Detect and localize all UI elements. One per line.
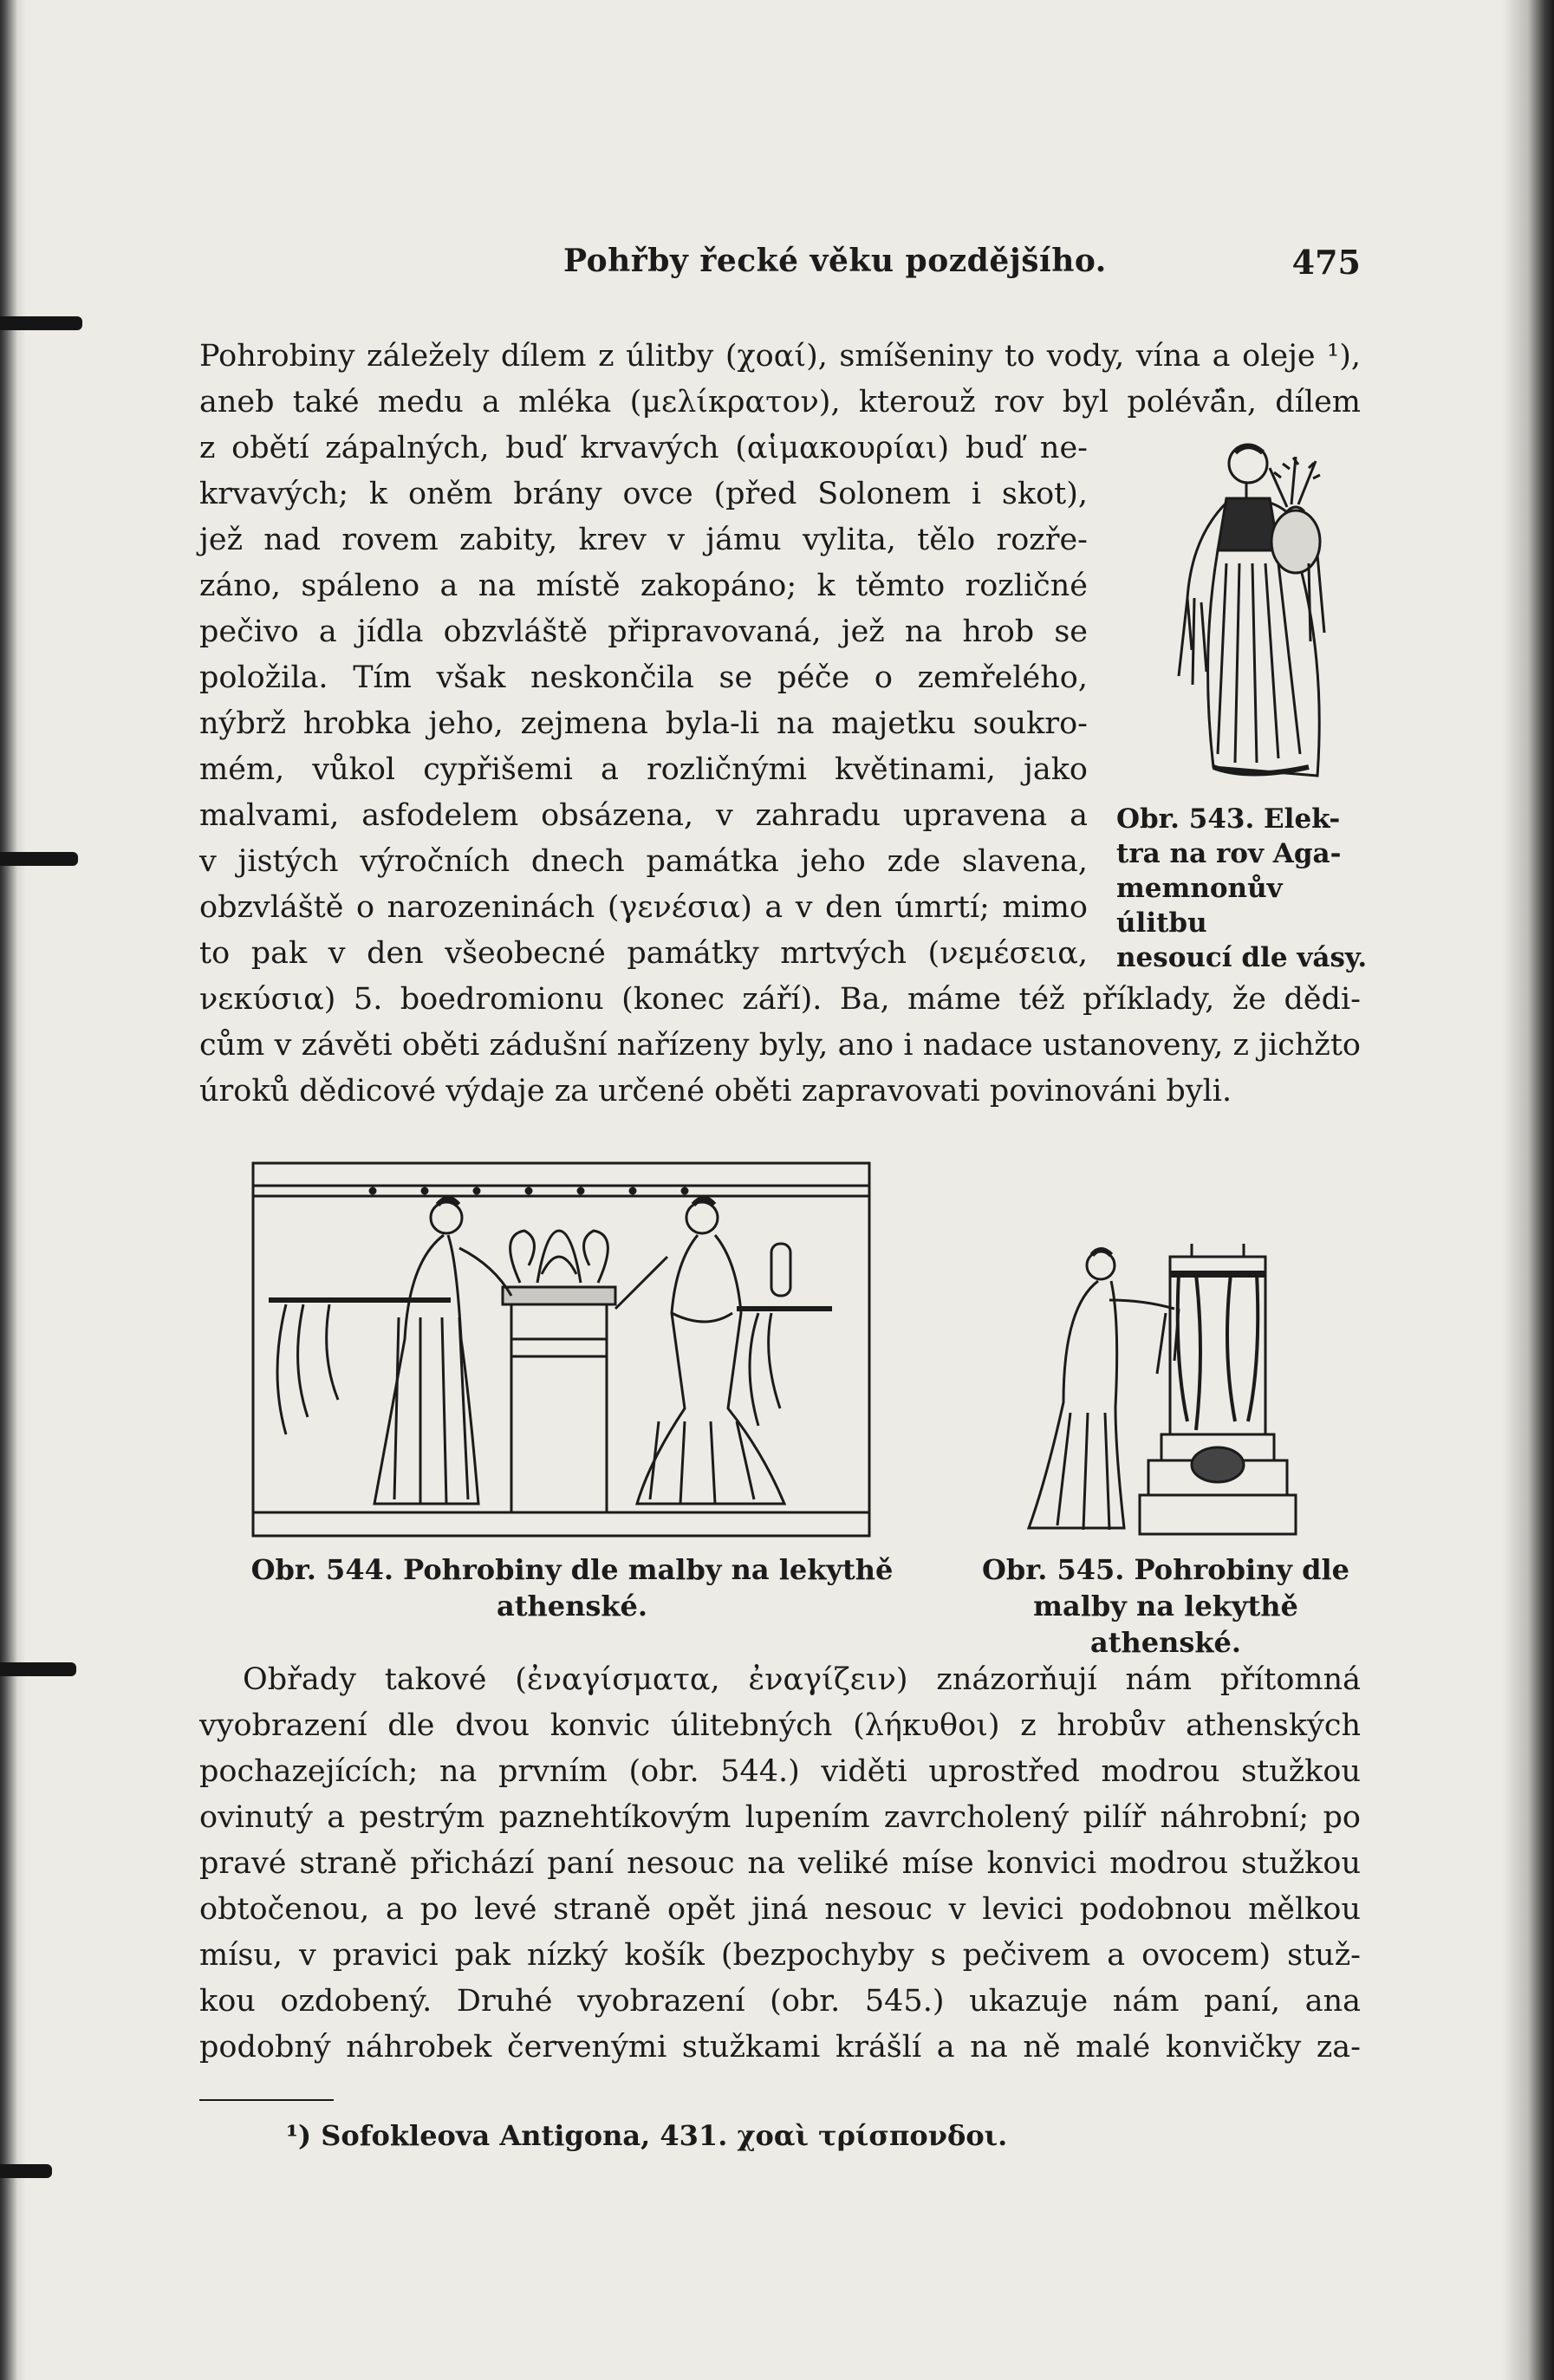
footnote-marker: ¹) <box>286 2119 312 2152</box>
page-number: 475 <box>1291 243 1361 282</box>
text-line: mísu, v pravici pak nízký košík (bezpochyby s pečivem a ovocem) stuž- <box>199 1938 1361 1973</box>
caption-line: tra na rov Aga- <box>1116 838 1342 869</box>
edge-mark <box>0 1662 76 1676</box>
caption-line: Obr. 544. Pohrobiny dle malby na lekythě <box>250 1553 894 1586</box>
text-line: obtočenou, a po levé straně opět jiná nesouc v levici podobnou mělkou <box>199 1892 1361 1927</box>
figure-543-illustration <box>1144 433 1352 797</box>
running-title: Pohřby řecké věku pozdějšího. <box>563 243 1107 279</box>
figure-545-illustration <box>1018 1239 1304 1538</box>
text-line: v jistých výročních dnech památka jeho zde slavena, <box>199 844 1088 879</box>
figure-545-caption <box>971 1551 1361 1661</box>
footnote-text: Sofokleova Antigona, 431. χοαὶ τρίσπονδοι. <box>321 2119 1008 2152</box>
text-line: malvami, asfodelem obsázena, v zahradu upravena a <box>199 798 1088 833</box>
text-line: pochazejících; na prvním (obr. 544.) viděti uprostřed modrou stužkou <box>199 1754 1361 1789</box>
text-line: mém, vůkol cypřišemi a rozličnými květinami, jako <box>199 752 1088 787</box>
text-line: krvavých; k oněm brány ovce (před Solonem i skot), <box>199 477 1088 511</box>
figure-543-caption <box>1116 802 1368 975</box>
text-line: to pak v den všeobecné památky mrtvých (νεμέσεια, <box>199 936 1088 971</box>
text-line: pravé straně přichází paní nesouc na veliké míse konvici modrou stužkou <box>199 1846 1361 1881</box>
paragraph-1-full <box>199 977 1361 1115</box>
text-line: z obětí zápalných, buď krvavých (αἱμακουρίαι) buď ne- <box>199 431 1088 465</box>
caption-line: malby na lekythě athenské. <box>1033 1590 1298 1659</box>
text-line: obzvláště o narozeninách (γενέσια) a v den úmrtí; mimo <box>199 890 1088 925</box>
edge-mark <box>0 852 78 866</box>
footnote-divider <box>199 2099 334 2101</box>
caption-line: Obr. 545. Pohrobiny dle <box>982 1553 1349 1586</box>
text-line: νεκύσια) 5. boedromionu (konec září). Ba, máme též příklady, že dědi- <box>199 982 1361 1017</box>
text-line: záno, spáleno a na místě zakopáno; k těmto rozličné <box>199 569 1088 603</box>
figure-544-illustration <box>251 1161 871 1538</box>
figure-544-caption <box>238 1551 906 1624</box>
text-line: ovinutý a pestrým paznehtíkovým lupením zavrcholený pilíř náhrobní; po <box>199 1800 1361 1835</box>
text-line: podobný náhrobek červenými stužkami krášlí a na ně malé konvičky za- <box>199 2030 1361 2065</box>
caption-line: athenské. <box>496 1590 648 1622</box>
caption-line: Obr. 543. Elek- <box>1116 803 1341 835</box>
text-line: úroků dědicové výdaje za určené oběti zapravovati povinováni byli. <box>199 1074 1232 1109</box>
text-line: kou ozdobený. Druhé vyobrazení (obr. 545.) ukazuje nám paní, ana <box>199 1984 1361 2019</box>
text-line: nýbrž hrobka jeho, zejmena byla-li na majetku soukro- <box>199 706 1088 741</box>
text-line: pečivo a jídla obzvláště připravovaná, jež na hrob se <box>199 615 1088 649</box>
text-line: Obřady takové (ἐναγίσματα, ἐναγίζειν) znázorňují nám přítomná <box>243 1662 1361 1697</box>
edge-mark <box>0 2164 52 2178</box>
page-right-edge <box>1502 0 1554 2380</box>
edge-mark <box>0 316 82 330</box>
text-line: položila. Tím však neskončila se péče o zemřelého, <box>199 660 1088 695</box>
page-left-edge <box>0 0 26 2380</box>
caption-line: nesoucí dle vásy. <box>1116 942 1368 973</box>
text-line: aneb také medu a mléka (μελίκρατον), kterouž rov byl polévá̈n, dílem <box>199 385 1361 419</box>
text-line: vyobrazení dle dvou konvic úlitebných (λήκυθοι) z hrobův athenských <box>199 1708 1361 1743</box>
text-line: jež nad rovem zabity, krev v jámu vylita, tělo rozře- <box>199 523 1088 557</box>
page-header <box>199 243 1361 286</box>
footnote <box>286 2119 1007 2152</box>
caption-line: memnonův úlitbu <box>1116 873 1283 939</box>
text-line: Pohrobiny záležely dílem z úlitby (χοαί), smíšeniny to vody, vína a oleje ¹), <box>199 339 1361 374</box>
text-line: cům v závěti oběti zádušní nařízeny byly, ano i nadace ustanoveny, z jichžto <box>199 1028 1361 1063</box>
paragraph-2 <box>199 1657 1361 2071</box>
